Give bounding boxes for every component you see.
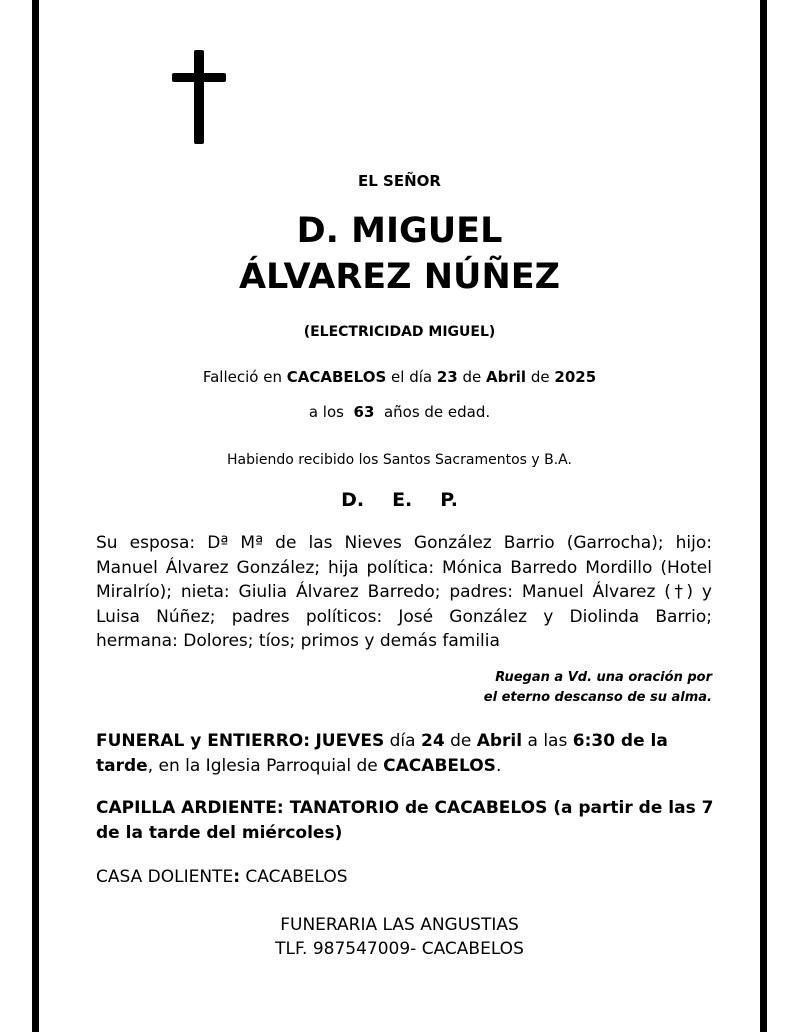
funeral-home-phone: TLF. 987547009- CACABELOS	[275, 939, 524, 959]
cross-icon	[172, 50, 226, 144]
deceased-name-line2: ÁLVAREZ NÚÑEZ	[238, 257, 561, 297]
mourning-house: CASA DOLIENTE: CACABELOS	[96, 867, 348, 887]
prayer-request: Ruegan a Vd. una oración por el eterno descanso de su alma.	[483, 670, 712, 705]
border-right	[760, 0, 767, 1032]
honorific: EL SEÑOR	[358, 172, 441, 190]
age-line: a los 63 años de edad.	[308, 403, 491, 421]
wake-info: CAPILLA ARDIENTE: TANATORIO de CACABELOS (a partir de las 7 de la tarde del miércoles)	[96, 798, 714, 843]
funeral-home-name: FUNERARIA LAS ANGUSTIAS	[280, 915, 519, 935]
deceased-name-line1: D. MIGUEL	[296, 211, 503, 251]
funeral-home	[39, 913, 760, 961]
dep-line: D. E. P.	[341, 489, 458, 511]
family-list: Su esposa: Dª Mª de las Nieves González Barrio (Garrocha); hijo: Manuel Álvarez González; hija política: Mónica Barredo Mordillo (Hotel Miralrío); nieta: Giulia Álvarez Barredo; padres: Manuel Álvarez (†) y Luisa Núñez; padres políticos: José González y Diolinda Barrio; hermana: Dolores; tíos; primos y demás familia	[96, 533, 712, 651]
sacraments-line: Habiendo recibido los Santos Sacramentos y B.A.	[227, 452, 572, 468]
funeral-info: FUNERAL y ENTIERRO: JUEVES día 24 de Abril a las 6:30 de la tarde, en la Iglesia Parroquial de CACABELOS.	[96, 731, 668, 776]
nickname: (ELECTRICIDAD MIGUEL)	[303, 324, 496, 340]
border-left	[32, 0, 39, 1032]
death-notice: Falleció en CACABELOS el día 23 de Abril de 2025	[202, 368, 597, 386]
